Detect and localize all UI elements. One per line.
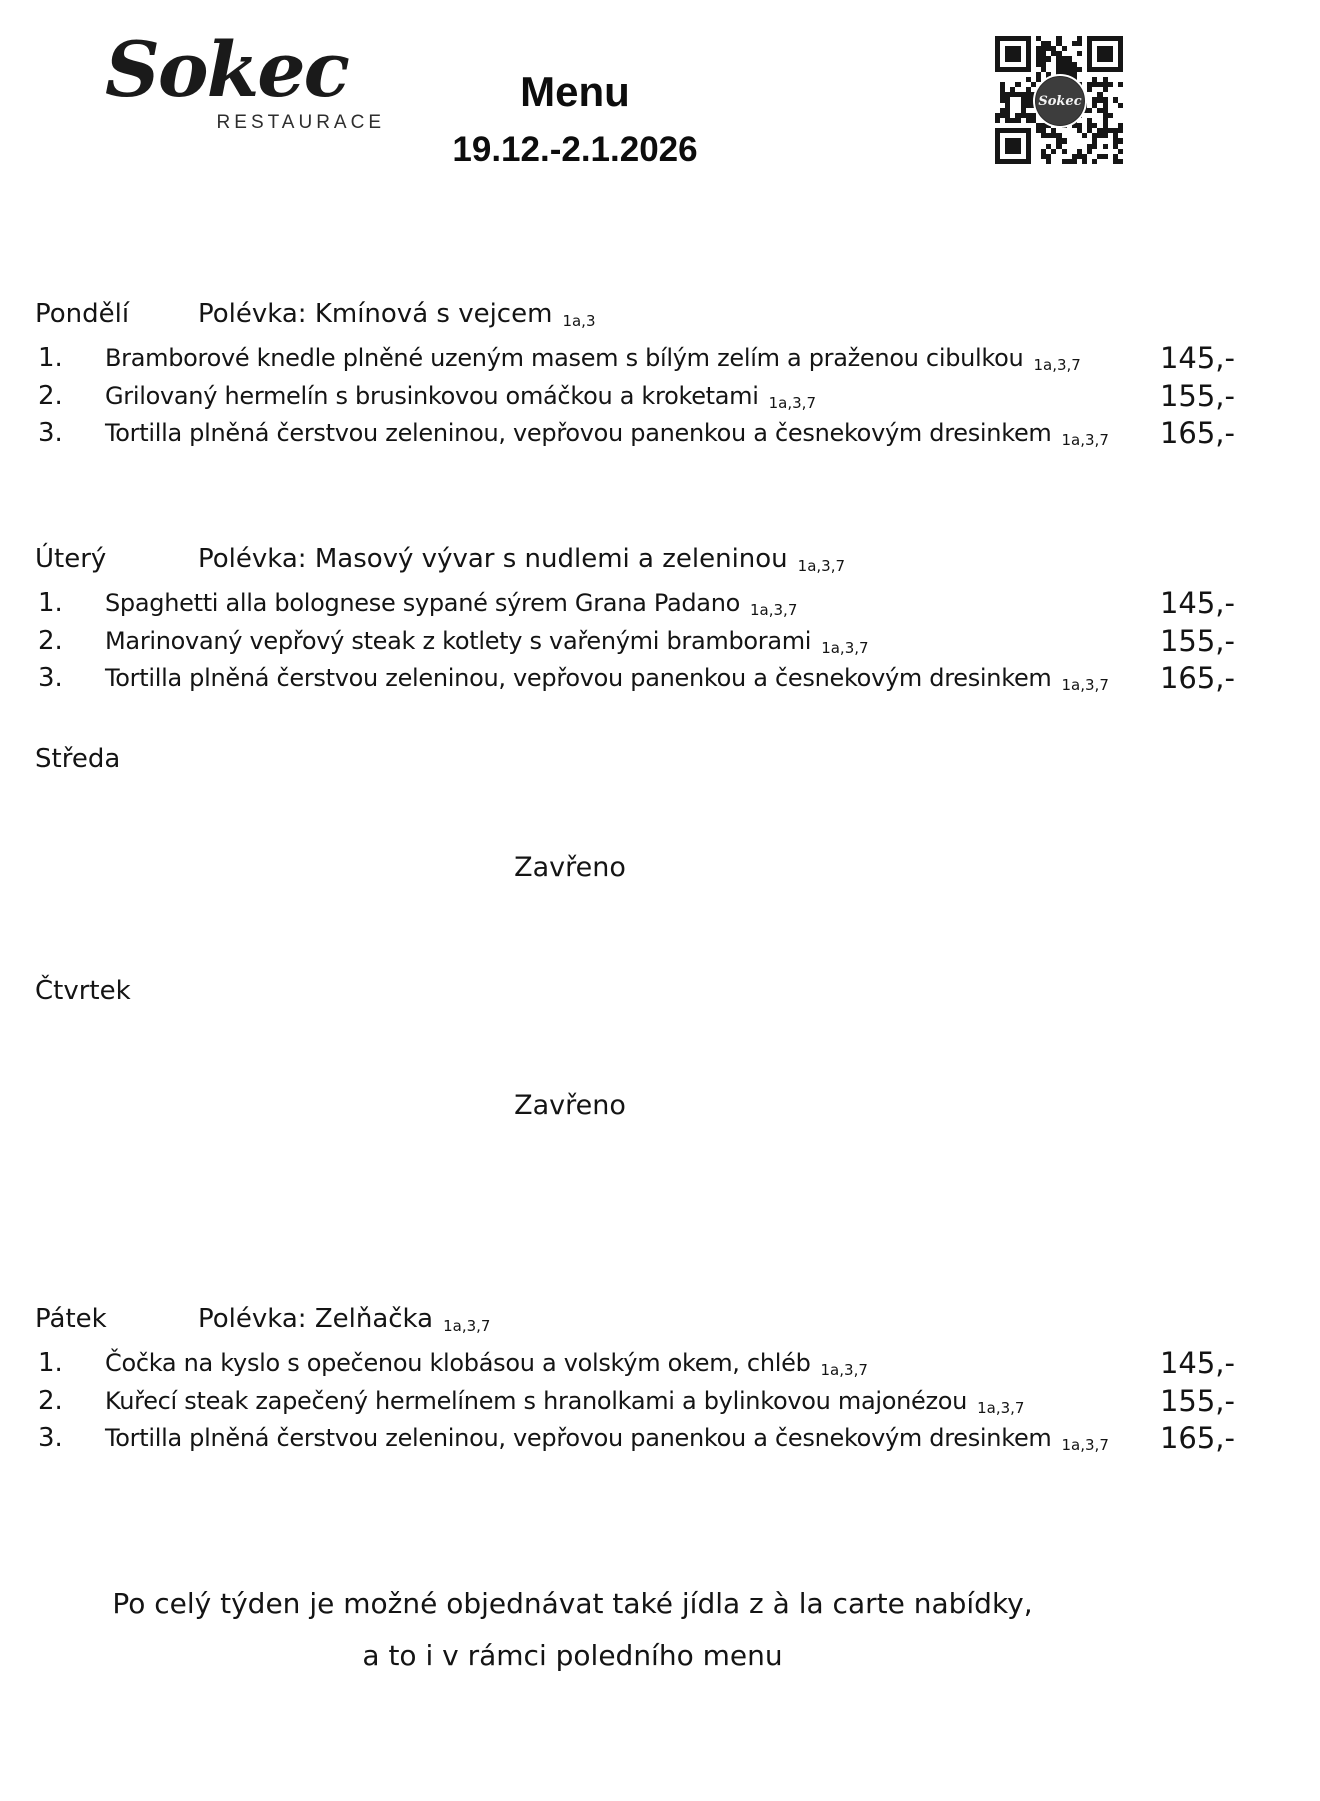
item-number: 1. xyxy=(38,1348,63,1378)
item-price: 145,- xyxy=(1159,1346,1235,1380)
soup-label: Polévka: Masový vývar s nudlemi a zeleninou 1a,3,7 xyxy=(198,544,846,575)
item-number: 1. xyxy=(38,588,63,618)
item-text: Kuřecí steak zapečený hermelínem s hranolkami a bylinkovou majonézou 1a,3,7 xyxy=(105,1386,1025,1417)
qr-finder-bottom-left xyxy=(995,128,1031,164)
menu-item xyxy=(35,1423,1235,1461)
qr-center-logo: Sokec xyxy=(1035,76,1085,126)
item-number: 2. xyxy=(38,1385,63,1416)
allergen-note: 1a,3,7 xyxy=(820,1361,868,1379)
item-price: 155,- xyxy=(1159,623,1235,658)
item-number: 3. xyxy=(38,418,63,448)
day-label: Čtvrtek xyxy=(35,976,131,1006)
item-text: Tortilla plněná čerstvou zeleninou, vepřovou panenkou a česnekovým dresinkem 1a,3,7 xyxy=(105,664,1109,694)
menu-item xyxy=(35,1383,1235,1424)
day-section-patek xyxy=(35,1303,1235,1461)
item-number: 2. xyxy=(38,380,63,411)
item-price: 165,- xyxy=(1159,661,1235,695)
closed-note-ctvrtek: Zavřeno xyxy=(514,1090,626,1121)
item-price: 155,- xyxy=(1159,378,1235,413)
menu-item xyxy=(35,623,1235,664)
qr-code xyxy=(995,36,1123,164)
item-text: Bramborové knedle plněné uzeným masem s bílým zelím a praženou cibulkou 1a,3,7 xyxy=(105,344,1081,374)
allergen-note: 1a,3,7 xyxy=(443,1317,491,1335)
item-text: Čočka na kyslo s opečenou klobásou a volským okem, chléb 1a,3,7 xyxy=(105,1349,868,1379)
day-label: Středa xyxy=(35,744,121,774)
item-price: 145,- xyxy=(1159,586,1235,620)
allergen-note: 1a,3 xyxy=(562,312,596,330)
allergen-note: 1a,3,7 xyxy=(1033,356,1081,374)
menu-item xyxy=(35,343,1235,381)
menu-item xyxy=(35,588,1235,626)
item-number: 3. xyxy=(38,1423,63,1453)
item-price: 145,- xyxy=(1159,341,1235,375)
item-text: Spaghetti alla bolognese sypané sýrem Grana Padano 1a,3,7 xyxy=(105,589,798,619)
day-label: Úterý xyxy=(35,544,107,574)
day-label: Pátek xyxy=(35,1304,107,1334)
item-price: 165,- xyxy=(1159,416,1235,450)
soup-label: Polévka: Kmínová s vejcem 1a,3 xyxy=(198,299,596,330)
allergen-note: 1a,3,7 xyxy=(750,601,798,619)
logo-subtitle: RESTAURACE xyxy=(216,112,385,133)
qr-finder-top-left xyxy=(995,36,1031,72)
menu-item xyxy=(35,663,1235,701)
day-section-ctvrtek xyxy=(35,975,1235,1020)
allergen-note: 1a,3,7 xyxy=(1061,676,1109,694)
footer-line-1: Po celý týden je možné objednávat také jídla z à la carte nabídky, xyxy=(112,1587,1033,1620)
day-label: Pondělí xyxy=(35,299,130,329)
item-text: Marinovaný vepřový steak z kotlety s vařenými bramborami 1a,3,7 xyxy=(105,626,869,657)
allergen-note: 1a,3,7 xyxy=(1061,431,1109,449)
item-text: Tortilla plněná čerstvou zeleninou, vepřovou panenkou a česnekovým dresinkem 1a,3,7 xyxy=(105,1424,1109,1454)
footer-note xyxy=(0,1578,1145,1682)
item-text: Grilovaný hermelín s brusinkovou omáčkou a kroketami 1a,3,7 xyxy=(105,381,816,412)
logo-script-text: Sokec xyxy=(105,25,348,114)
item-text: Tortilla plněná čerstvou zeleninou, vepřovou panenkou a česnekovým dresinkem 1a,3,7 xyxy=(105,419,1109,449)
menu-item xyxy=(35,418,1235,456)
day-section-utery xyxy=(35,543,1235,701)
qr-finder-top-right xyxy=(1087,36,1123,72)
allergen-note: 1a,3,7 xyxy=(768,393,816,412)
page-title: Menu xyxy=(520,68,630,115)
menu-item xyxy=(35,1348,1235,1386)
menu-item xyxy=(35,378,1235,419)
footer-line-2: a to i v rámci poledního menu xyxy=(362,1639,783,1672)
item-number: 2. xyxy=(38,625,63,656)
closed-note-streda: Zavřeno xyxy=(514,852,626,883)
allergen-note: 1a,3,7 xyxy=(977,1398,1025,1417)
day-section-pondeli xyxy=(35,298,1235,456)
day-section-streda xyxy=(35,743,1235,788)
allergen-note: 1a,3,7 xyxy=(821,638,869,657)
item-price: 155,- xyxy=(1159,1383,1235,1418)
soup-label: Polévka: Zelňačka 1a,3,7 xyxy=(198,1304,491,1335)
item-number: 3. xyxy=(38,663,63,693)
item-number: 1. xyxy=(38,343,63,373)
allergen-note: 1a,3,7 xyxy=(1061,1436,1109,1454)
menu-date-range: 19.12.-2.1.2026 xyxy=(452,130,698,169)
allergen-note: 1a,3,7 xyxy=(797,557,846,575)
title-block xyxy=(400,70,750,170)
item-price: 165,- xyxy=(1159,1421,1235,1455)
restaurant-logo xyxy=(105,25,385,134)
